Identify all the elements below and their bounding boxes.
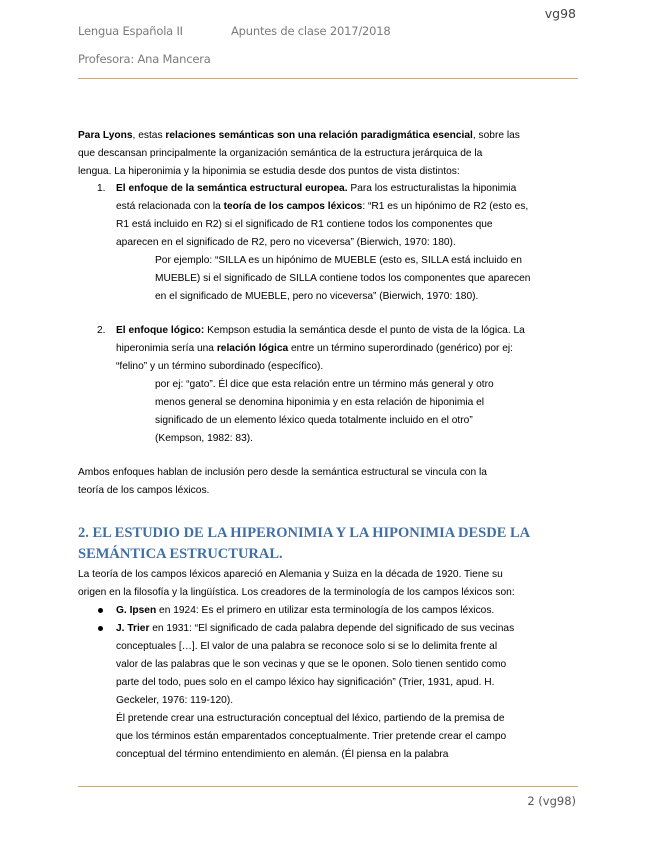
item1-line bbox=[116, 198, 528, 216]
example-line: en el significado de MUEBLE, pero no viceversa” (Bierwich, 1970: 180). bbox=[155, 291, 479, 302]
item2-text: Kempson estudia la semántica desde el punto de vista de la lógica. La bbox=[204, 325, 525, 336]
intro-bold-relation: relaciones semánticas son una relación paradigmática esencial bbox=[165, 130, 473, 141]
item1-bold-theory: teoría de los campos léxicos bbox=[223, 201, 363, 212]
item1-text: Para los estructuralistas la hiponimia bbox=[347, 183, 517, 194]
bullet-line: que los términos están emparentados conceptualmente. Trier pretende crear el campo bbox=[116, 731, 507, 742]
item2-line bbox=[116, 340, 513, 358]
header-professor: Profesora: Ana Mancera bbox=[78, 52, 211, 66]
item1-number: 1. bbox=[97, 183, 106, 194]
section-line: La teoría de los campos léxicos apareció en Alemania y Suiza en la década de 1920. Tiene su bbox=[78, 569, 503, 580]
item1-line bbox=[116, 180, 516, 198]
intro-line bbox=[78, 127, 520, 145]
bullet-line: Geckeler, 1976: 119-120). bbox=[116, 695, 234, 706]
bullet-line: parte del todo, pues solo en el campo léxico hay significación” (Trier, 1931, apud. H. bbox=[116, 677, 495, 688]
bullet-line bbox=[116, 602, 494, 620]
bullet-text: en 1931: “El significado de cada palabra depende del significado de sus vecinas bbox=[149, 623, 515, 634]
item1-text: : “R1 es un hipónimo de R2 (esto es, bbox=[362, 201, 529, 212]
header-notes: Apuntes de clase 2017/2018 bbox=[231, 24, 391, 38]
bullet-line: conceptuales […]. El valor de una palabra se reconoce solo si se lo delimita frente al bbox=[116, 641, 498, 652]
item1-line: aparecen en el significado de R2, pero no viceversa” (Bierwich, 1970: 180). bbox=[116, 237, 456, 248]
item2-line: “felino” y un término subordinado (específico). bbox=[116, 361, 324, 372]
example-line: Por ejemplo: “SILLA es un hipónimo de MUEBLE (esto es, SILLA está incluido en bbox=[155, 255, 522, 266]
intro-text: , estas bbox=[132, 130, 166, 141]
bullet-icon bbox=[98, 626, 103, 631]
item1-line: R1 está incluido en R2) si el significado de R1 contiene todos los componentes que bbox=[116, 219, 493, 230]
conclusion-line: Ambos enfoques hablan de inclusión pero desde la semántica estructural se vincula con la bbox=[78, 467, 487, 478]
example-line: significado de un elemento léxico queda totalmente incluido en el otro” bbox=[155, 415, 473, 426]
bullet-bold-name: G. Ipsen bbox=[116, 605, 157, 616]
item1-text: está relacionada con la bbox=[116, 201, 224, 212]
example-line: (Kempson, 1982: 83). bbox=[155, 433, 253, 444]
bullet-line: Él pretende crear una estructuración conceptual del léxico, partiendo de la premisa de bbox=[116, 713, 505, 724]
item1-bold-title: El enfoque de la semántica estructural europea. bbox=[116, 183, 348, 194]
section-line: origen en la filosofía y la lingüística. Los creadores de la terminología de los campos léxicos son: bbox=[78, 587, 515, 598]
item2-line bbox=[116, 322, 525, 340]
item2-bold-title: El enfoque lógico: bbox=[116, 325, 205, 336]
item2-number: 2. bbox=[97, 325, 106, 336]
bullet-line: valor de las palabras que le son vecinas y que se le oponen. Solo tienen sentido como bbox=[116, 659, 507, 670]
intro-line: lengua. La hiperonimia y la hiponimia se estudia desde dos puntos de vista distintos: bbox=[78, 166, 460, 177]
footer-divider bbox=[78, 786, 578, 787]
intro-bold-lyons: Para Lyons bbox=[78, 130, 133, 141]
bullet-line: conceptual del término entendimiento en alemán. (Él piensa en la palabra bbox=[116, 749, 449, 760]
example-line: menos general se denomina hiponimia y en esta relación de hiponimia el bbox=[155, 397, 485, 408]
intro-text: , sobre las bbox=[472, 130, 520, 141]
bullet-line bbox=[116, 620, 514, 638]
bullet-icon bbox=[98, 608, 103, 613]
intro-line: que descansan principalmente la organización semántica de la estructura jerárquica de la bbox=[78, 148, 483, 159]
example-line: MUEBLE) si el significado de SILLA contiene todos los componentes que aparecen bbox=[155, 273, 531, 284]
section-heading: SEMÁNTICA ESTRUCTURAL. bbox=[78, 546, 283, 562]
header-divider bbox=[78, 78, 578, 79]
item2-bold-relation: relación lógica bbox=[216, 343, 289, 354]
section-heading: 2. EL ESTUDIO DE LA HIPERONIMIA Y LA HIPONIMIA DESDE LA bbox=[78, 525, 531, 541]
item2-text: hiperonimia sería una bbox=[116, 343, 217, 354]
footer-page-number: 2 (vg98) bbox=[527, 794, 576, 808]
bullet-bold-name: J. Trier bbox=[116, 623, 150, 634]
conclusion-line: teoría de los campos léxicos. bbox=[78, 485, 210, 496]
header-course: Lengua Española II bbox=[78, 24, 183, 38]
item2-text: entre un término superordinado (genérico) por ej: bbox=[288, 343, 513, 354]
bullet-text: en 1924: Es el primero en utilizar esta terminología de los campos léxicos. bbox=[156, 605, 495, 616]
header-code: vg98 bbox=[544, 6, 576, 21]
example-line: por ej: “gato”. Él dice que esta relación entre un término más general y otro bbox=[155, 379, 494, 390]
